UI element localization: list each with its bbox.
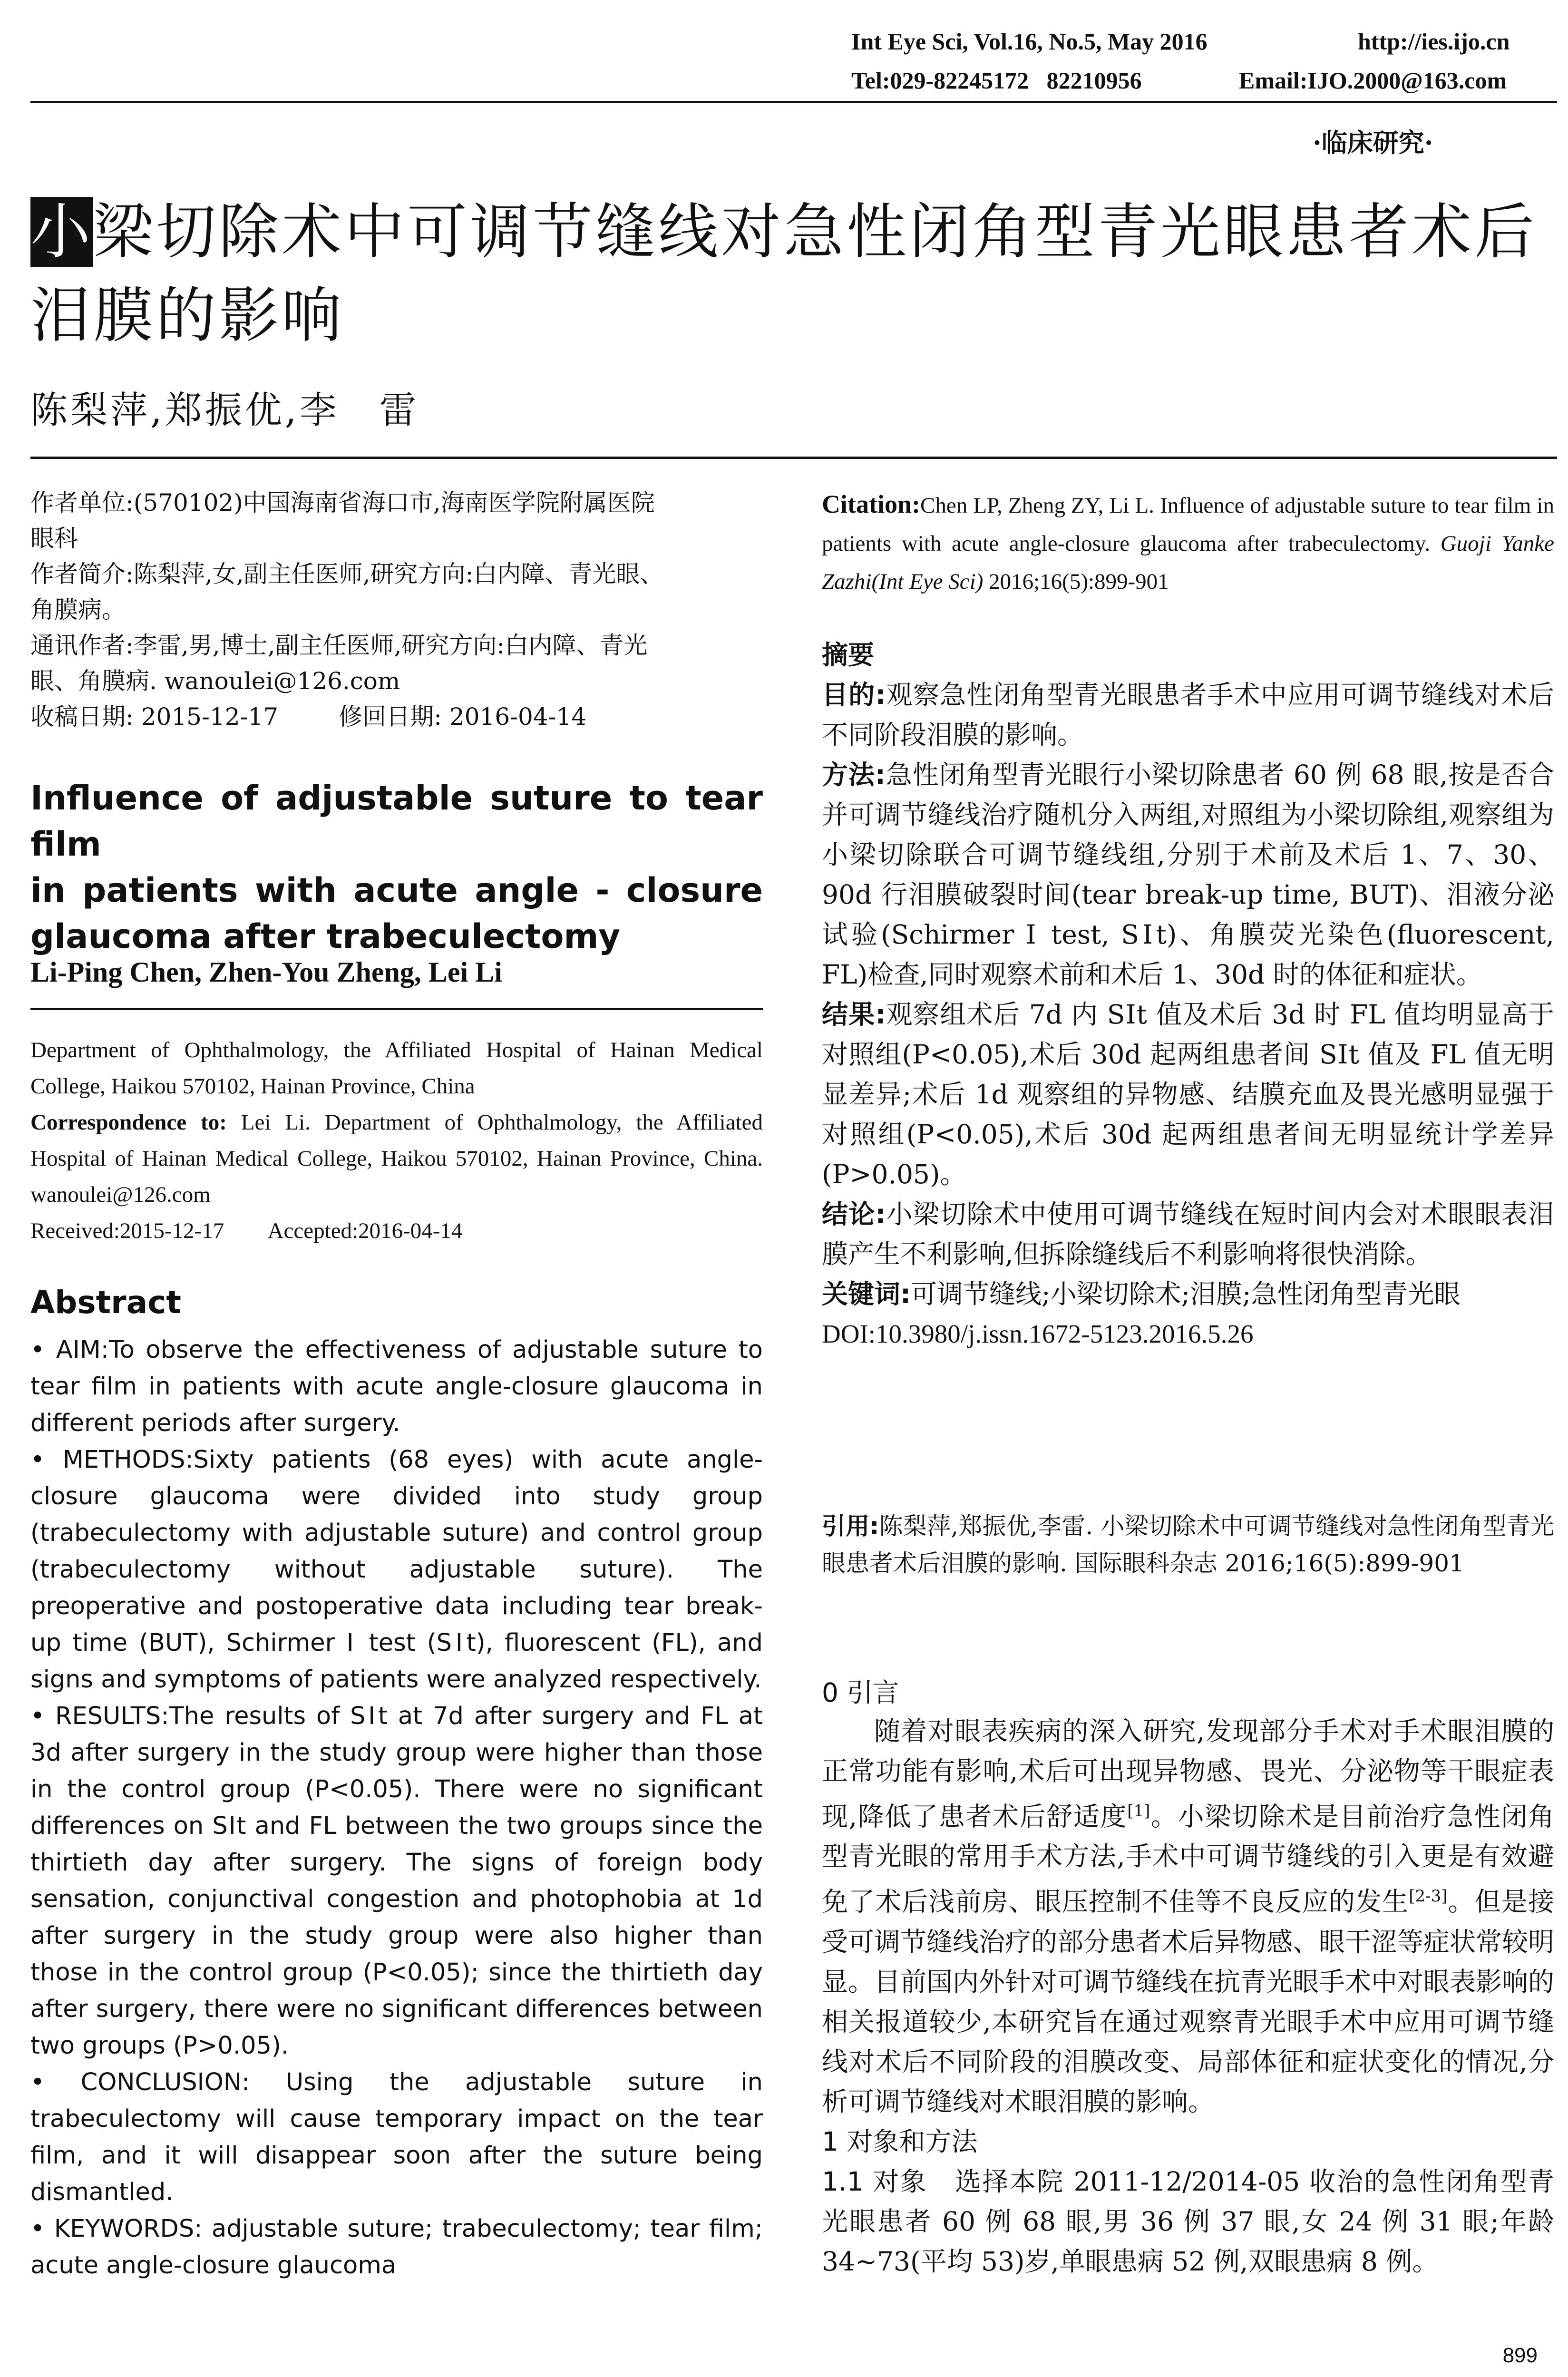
author-info-line: 作者单位:(570102)中国海南省海口市,海南医学院附属医院	[30, 489, 655, 516]
abstract-heading: Abstract	[30, 1284, 181, 1321]
author-info-line: 眼科	[30, 525, 78, 552]
journal-tel: Tel:029-82245172 82210956	[851, 67, 1142, 94]
abstract-methods: • METHODS:Sixty patients (68 eyes) with acute angle-closure glaucoma were divided into study group (trabeculectomy with adjustable suture) and control group (trabeculectomy without adjustable suture). The preoperative and postoperative data including tear break-up time (BUT), Schirmer Ⅰ test (SⅠt), fluorescent (FL), and signs and symptoms of patients were analyzed respectively.	[30, 1446, 763, 1694]
author-info-block	[30, 485, 763, 735]
header-rule	[30, 101, 1557, 103]
citation-tail: 2016;16(5):899-901	[983, 569, 1169, 594]
journal-email[interactable]: Email:IJO.2000@163.com	[1239, 67, 1507, 94]
conclusion-text: 小梁切除术中使用可调节缝线在短时间内会对术眼眼表泪膜产生不利影响,但拆除缝线后不利影响将很快消除。	[822, 1199, 1554, 1269]
journal-website-link[interactable]: http://ies.ijo.cn	[1358, 28, 1510, 55]
abstract-conclusion: • CONCLUSION: Using the adjustable suture in trabeculectomy will cause temporary impact on the tear film, and it will disappear soon after the suture being dismantled.	[30, 2068, 763, 2206]
intro-text-c: 。但是接受可调节缝线治疗的部分患者术后异物感、眼干涩等症状常较明显。目前国内外针对可调节缝线在抗青光眼手术中对眼表影响的相关报道较少,本研究旨在通过观察青光眼手术中应用可调节缝线对术后不同阶段的泪膜改变、局部体征和症状变化的情况,分析可调节缝线对术眼泪膜的影响。	[822, 1886, 1555, 2117]
result-text: 观察组术后 7d 内 SⅠt 值及术后 3d 时 FL 值均明显高于对照组(P<0.05),术后 30d 起两组患者间 SⅠt 值及 FL 值无明显差异;术后 1d 观察组的异物感、结膜充血及畏光感明显强于对照组(P<0.05),术后 30d 起两组患者间无明显统计学差异(P>0.05)。	[822, 999, 1554, 1189]
reference-1[interactable]: [1]	[1127, 1802, 1150, 1821]
introduction-text	[822, 1711, 1554, 2281]
result-label: 结果:	[822, 999, 886, 1030]
cite-cn-label: 引用:	[822, 1512, 879, 1540]
affiliation: Department of Ophthalmology, the Affiliated Hospital of Hainan Medical College, Haikou 570102, Hainan Province, China	[30, 1038, 763, 1099]
cite-cn-text: 陈梨萍,郑振优,李雷. 小梁切除术中可调节缝线对急性闭角型青光眼患者术后泪膜的影响. 国际眼科杂志 2016;16(5):899-901	[822, 1512, 1554, 1577]
subsection-text: 选择本院 2011-12/2014-05 收治的急性闭角型青光眼患者 60 例 68 眼,男 36 例 37 眼,女 24 例 31 眼;年龄 34~73(平均 53)岁,单眼患病 52 例,双眼患病 8 例。	[822, 2166, 1555, 2277]
purpose-text: 观察急性闭角型青光眼患者手术中应用可调节缝线对术后不同阶段泪膜的影响。	[822, 680, 1554, 750]
title-line1: 梁切除术中可调节缝线对急性闭角型青光眼患者术后	[93, 197, 1537, 267]
keywords-text: 可调节缝线;小梁切除术;泪膜;急性闭角型青光眼	[911, 1279, 1461, 1309]
abstract-results: • RESULTS:The results of SⅠt at 7d after surgery and FL at 3d after surgery in the study group were higher than those in the control group (P<0.05). There were no significant differences on SⅠt and FL between the two groups since the thirtieth day after surgery. The signs of foreign body sensation, conjunctival congestion and photophobia at 1d after surgery in the study group were also higher than those in the control group (P<0.05); since the thirtieth day after surgery, there were no significant differences between two groups (P>0.05).	[30, 1702, 763, 2060]
title-first-char: 小	[30, 197, 93, 267]
keywords-label: 关键词:	[822, 1279, 911, 1309]
citation-journal: Guoji Yanke Zazhi(Int Eye Sci)	[822, 531, 1554, 594]
abstract-cn-keywords	[822, 1274, 1554, 1314]
author-info-line: 眼、角膜病. wanoulei@126.com	[30, 667, 400, 695]
abstract-cn-method	[822, 755, 1554, 994]
author-info-line: 通讯作者:李雷,男,博士,副主任医师,研究方向:白内障、青光	[30, 632, 648, 659]
abstract-cn-conclusion	[822, 1194, 1554, 1274]
intro-text-a: 随着对眼表疾病的深入研究,发现部分手术对手术眼泪膜的正常功能有影响,术后可出现异物感、畏光、分泌物等干眼症表现,降低了患者术后舒适度	[822, 1716, 1554, 1832]
affiliation-block	[30, 1032, 763, 1249]
citation-label: Citation:	[822, 490, 920, 518]
abstract-cn-result	[822, 994, 1554, 1194]
abstract-cn-purpose	[822, 675, 1554, 755]
chinese-abstract	[822, 635, 1554, 1354]
english-title-line: in patients with acute angle - closure	[30, 871, 763, 910]
author-info-line: 角膜病。	[30, 596, 126, 623]
english-authors: Li-Ping Chen, Zhen-You Zheng, Lei Li	[30, 956, 502, 988]
reference-2-3[interactable]: [2-3]	[1409, 1887, 1448, 1906]
english-abstract	[30, 1332, 763, 2284]
correspondence-label: Correspondence to:	[30, 1110, 227, 1135]
abstract-aim: • AIM:To observe the effectiveness of adjustable suture to tear film in patients with acute angle-closure glaucoma in different periods after surgery.	[30, 1336, 763, 1437]
author-info-line: 作者简介:陈梨萍,女,副主任医师,研究方向:白内障、青光眼、	[30, 560, 664, 588]
english-title	[30, 775, 763, 960]
journal-header-line: Int Eye Sci, Vol.16, No.5, May 2016	[851, 28, 1208, 55]
intro-text-b: 。小梁切除术是目前治疗急性闭角型青光眼的常用手术方法,手术中可调节缝线的引入更是有效避免了术后浅前房、眼压控制不佳等不良反应的发生	[822, 1801, 1554, 1917]
title-rule	[30, 457, 1557, 459]
correspondence	[30, 1104, 763, 1213]
method-label: 方法:	[822, 760, 886, 790]
title-line2: 泪膜的影响	[30, 281, 344, 351]
page-number: 899	[1502, 2344, 1538, 2367]
abstract-keywords: • KEYWORDS: adjustable suture; trabeculectomy; tear film; acute angle-closure glaucoma	[30, 2215, 763, 2280]
citation-block	[822, 485, 1554, 601]
chinese-citation	[822, 1508, 1554, 1582]
subsection-label: 1.1 对象	[822, 2166, 928, 2197]
purpose-label: 目的:	[822, 680, 886, 710]
abstract-cn-heading: 摘要	[822, 640, 875, 670]
methods-heading: 1 对象和方法	[822, 2126, 978, 2157]
method-text: 急性闭角型青光眼行小梁切除患者 60 例 68 眼,按是否合并可调节缝线治疗随机分入两组,对照组为小梁切除组,观察组为小梁切除联合可调节缝线组,分别于术前及术后 1、7、30、90d 行泪膜破裂时间(tear break-up time, BUT)、泪液分泌试验(Schirmer Ⅰ test, SⅠt)、角膜荧光染色(fluorescent, FL)检查,同时观察术前和术后 1、30d 时的体征和症状。	[822, 760, 1554, 990]
conclusion-label: 结论:	[822, 1199, 886, 1229]
authors-rule	[30, 1008, 763, 1010]
article-title	[30, 190, 1552, 358]
english-title-line: Influence of adjustable suture to tear film	[30, 779, 763, 864]
english-title-line: glaucoma after trabeculectomy	[30, 917, 621, 956]
author-names-cn: 陈梨萍,郑振优,李 雷	[30, 389, 419, 432]
author-info-line: 收稿日期: 2015-12-17 修回日期: 2016-04-14	[30, 703, 587, 731]
intro-heading: 0 引言	[822, 1677, 899, 1708]
section-label: ·临床研究·	[1313, 127, 1433, 158]
citation-text: Chen LP, Zheng ZY, Li L. Influence of adjustable suture to tear film in patients with acute angle-closure glaucoma after trabeculectomy.	[822, 493, 1554, 556]
received-dates: Received:2015-12-17 Accepted:2016-04-14	[30, 1218, 463, 1243]
correspondence-text: Lei Li. Department of Ophthalmology, the Affiliated Hospital of Hainan Medical College, Haikou 570102, Hainan Province, China. wanoulei@126.com	[30, 1110, 763, 1207]
doi: DOI:10.3980/j.issn.1672-5123.2016.5.26	[822, 1319, 1254, 1348]
